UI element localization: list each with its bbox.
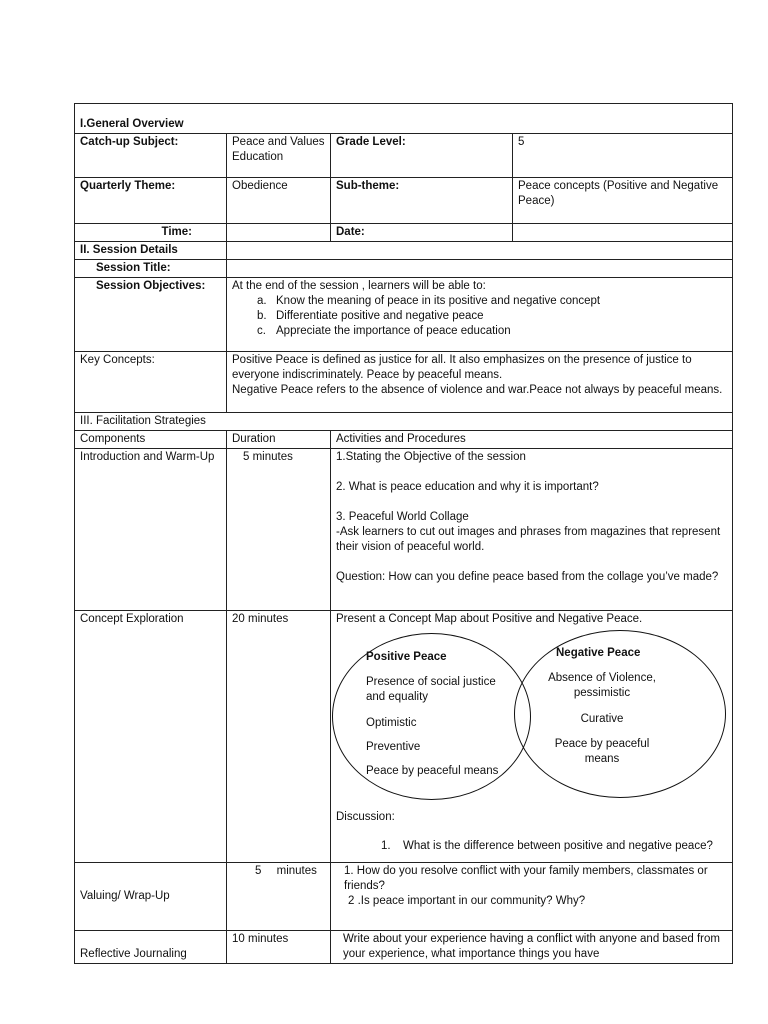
- lesson-plan-table: [74, 103, 733, 964]
- col-components: Components: [75, 431, 227, 449]
- intro-duration: 5 minutes: [227, 449, 331, 611]
- negative-item: Curative: [580, 713, 624, 725]
- grade-label: Grade Level:: [331, 134, 513, 178]
- session-objectives-cell: [227, 278, 733, 352]
- reflective-duration: 10 minutes: [227, 931, 331, 964]
- subtheme-value: Peace concepts (Positive and Negative Peace): [513, 178, 733, 224]
- subject-label: Catch-up Subject:: [75, 134, 227, 178]
- session-objectives-label: Session Objectives:: [75, 278, 227, 352]
- intro-activities: 1.Stating the Objective of the session 2. What is peace education and why it is important? 3. Peaceful World Collage -Ask learners to cut out images and phrases from magazines that represent their vision of peaceful world. Question: How can you define peace based from the collage you’ve made?: [331, 449, 733, 611]
- discussion-item: 1. What is the difference between positive and negative peace?: [381, 840, 713, 852]
- positive-item: Peace by peaceful means: [366, 765, 499, 777]
- venn-diagram: [336, 633, 727, 798]
- time-value: [227, 224, 331, 242]
- valuing-activities: 1. How do you resolve conflict with your family members, classmates or friends? 2 .Is peace important in our community? Why?: [331, 863, 733, 931]
- positive-peace-title: Positive Peace: [366, 651, 447, 663]
- objectives-list: [232, 294, 727, 339]
- key-concepts-cell: [227, 352, 733, 413]
- col-duration: Duration: [227, 431, 331, 449]
- facilitation-heading: III. Facilitation Strategies: [75, 413, 733, 431]
- reflective-component: Reflective Journaling: [75, 931, 227, 964]
- concept-duration: 20 minutes: [227, 611, 331, 863]
- intro-component: Introduction and Warm-Up: [75, 449, 227, 611]
- theme-label: Quarterly Theme:: [75, 178, 227, 224]
- objective-item: b. Differentiate positive and negative peace: [257, 310, 484, 322]
- positive-item: Preventive: [366, 741, 421, 753]
- concept-map-intro: Present a Concept Map about Positive and Negative Peace.: [336, 613, 643, 625]
- discussion-label: Discussion:: [336, 811, 395, 823]
- objective-item: c. Appreciate the importance of peace education: [257, 325, 511, 337]
- positive-item: Presence of social justice and equality: [366, 676, 496, 703]
- session-title-label: Session Title:: [75, 260, 227, 278]
- key-concepts-label: Key Concepts:: [75, 352, 227, 413]
- grade-value: 5: [513, 134, 733, 178]
- valuing-duration: 5 minutes: [227, 863, 331, 931]
- reflective-activities: Write about your experience having a conflict with anyone and based from your experience, what importance things you have: [331, 931, 733, 964]
- concept-component: Concept Exploration: [75, 611, 227, 863]
- session-title-value: [227, 260, 733, 278]
- lesson-plan-document: [74, 103, 732, 964]
- concept-activities: [331, 611, 733, 863]
- positive-peace-definition: Positive Peace is defined as justice for all. It also emphasizes on the presence of justice to everyone indiscriminately. Peace by peaceful means.: [232, 354, 692, 381]
- objective-item: a. Know the meaning of peace in its positive and negative concept: [257, 295, 601, 307]
- general-overview-heading: I.General Overview: [75, 104, 733, 134]
- session-details-heading: II. Session Details: [75, 242, 227, 260]
- negative-peace-title: Negative Peace: [556, 647, 641, 659]
- date-value: [513, 224, 733, 242]
- session-details-blank: [227, 242, 733, 260]
- negative-item: Peace by peaceful means: [554, 738, 650, 765]
- objectives-intro: At the end of the session , learners will be able to:: [232, 280, 486, 292]
- subtheme-label: Sub-theme:: [331, 178, 513, 224]
- theme-value: Obedience: [227, 178, 331, 224]
- valuing-component: Valuing/ Wrap-Up: [75, 863, 227, 931]
- col-activities: Activities and Procedures: [331, 431, 733, 449]
- time-label: Time:: [75, 224, 227, 242]
- negative-item: Absence of Violence, pessimistic: [548, 672, 656, 699]
- negative-peace-definition: Negative Peace refers to the absence of violence and war.Peace not always by peaceful means.: [232, 384, 723, 396]
- subject-value: Peace and Values Education: [227, 134, 331, 178]
- date-label: Date:: [331, 224, 513, 242]
- positive-item: Optimistic: [366, 717, 417, 729]
